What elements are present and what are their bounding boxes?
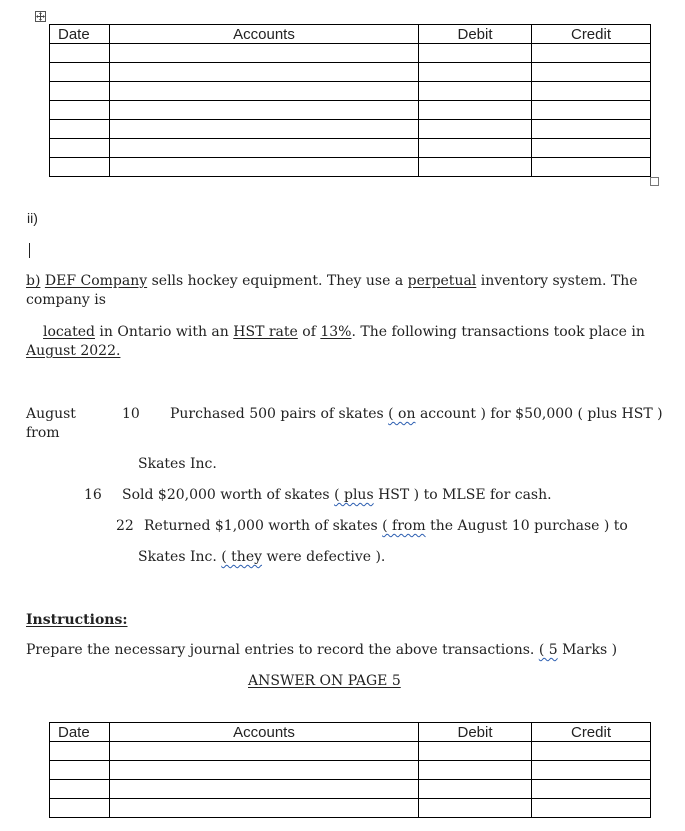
cell-credit[interactable] [532,63,651,82]
table-row [50,63,651,82]
cell-debit[interactable] [419,799,532,818]
question-text: sells hockey equipment. They use a [151,273,404,289]
t3-paren: ( from [382,518,426,534]
table-row [50,799,651,818]
t3-text-b: the August 10 purchase ) to [430,518,628,534]
cell-debit[interactable] [419,101,532,120]
header-debit: Debit [419,723,532,742]
table-row [50,742,651,761]
table-row [50,139,651,158]
cell-accounts[interactable] [110,82,419,101]
cell-date[interactable] [50,780,110,799]
located-word: located [43,324,95,340]
t1-month: August [26,406,76,422]
header-date: Date [50,25,110,44]
journal-table-top [49,24,651,177]
t1-day: 10 [122,406,140,422]
cell-accounts[interactable] [110,120,419,139]
hst-rate: HST rate [233,324,298,340]
instructions-paren: ( 5 [538,642,558,658]
cell-date[interactable] [50,63,110,82]
header-accounts: Accounts [110,25,419,44]
table-move-handle-icon[interactable] [35,11,46,22]
question-line-1 [26,273,638,289]
cell-accounts[interactable] [110,780,419,799]
t2-text [122,487,552,503]
instructions-heading: Instructions: [26,612,128,628]
t3-day: 22 [116,518,134,534]
cell-accounts[interactable] [110,139,419,158]
cell-credit[interactable] [532,101,651,120]
cell-debit[interactable] [419,82,532,101]
cell-accounts[interactable] [110,63,419,82]
perpetual-term: perpetual [407,273,477,289]
question-text: of [302,324,316,340]
instructions-text [26,642,617,658]
question-line-3 [43,324,645,340]
cell-credit[interactable] [532,82,651,101]
table-row [50,82,651,101]
table-row [50,101,651,120]
question-text: inventory system. The [480,273,638,289]
cell-credit[interactable] [532,799,651,818]
table-resize-handle-icon[interactable] [650,177,659,186]
cell-accounts[interactable] [110,101,419,120]
header-date: Date [50,723,110,742]
header-accounts: Accounts [110,723,419,742]
cell-date[interactable] [50,101,110,120]
cell-credit[interactable] [532,139,651,158]
t3-paren-2: ( they [221,549,263,565]
cell-date[interactable] [50,82,110,101]
t3-text-a: Returned $1,000 worth of skates [144,518,378,534]
t2-paren: ( plus [334,487,374,503]
cell-accounts[interactable] [110,799,419,818]
cell-date[interactable] [50,44,110,63]
table-header-row [50,723,651,742]
question-text: . The following transactions took place in [351,324,645,340]
t1-text [170,406,663,422]
rate-value: 13% [320,324,352,340]
cell-date[interactable] [50,120,110,139]
cell-debit[interactable] [419,63,532,82]
header-credit: Credit [532,723,651,742]
cell-accounts[interactable] [110,44,419,63]
instructions-text-b: Marks ) [562,642,618,658]
cell-date[interactable] [50,742,110,761]
cell-accounts[interactable] [110,742,419,761]
cell-debit[interactable] [419,742,532,761]
cell-credit[interactable] [532,742,651,761]
question-prefix: b) [26,273,41,289]
t2-text-a: Sold $20,000 worth of skates [122,487,330,503]
journal-table-bottom [49,722,651,818]
t1-text-b: account ) for $50,000 ( plus HST ) [419,406,663,422]
cell-debit[interactable] [419,139,532,158]
t1-text-a: Purchased 500 pairs of skates [170,406,384,422]
question-text: in Ontario with an [99,324,229,340]
table-row [50,761,651,780]
question-line-2: company is [26,292,106,308]
cell-date[interactable] [50,761,110,780]
company-name: DEF Company [44,273,148,289]
cell-date[interactable] [50,139,110,158]
t1-from: from [26,425,60,441]
header-credit: Credit [532,25,651,44]
item-label: ii) [27,210,38,226]
question-month: August 2022. [26,343,121,359]
cell-credit[interactable] [532,780,651,799]
table-header-row [50,25,651,44]
t2-day: 16 [84,487,102,503]
table-row [50,44,651,63]
cell-debit[interactable] [419,780,532,799]
t1-paren: ( on [388,406,416,422]
t3-cont-a: Skates Inc. [138,549,217,565]
cell-credit[interactable] [532,120,651,139]
table-row [50,120,651,139]
cell-debit[interactable] [419,120,532,139]
cell-credit[interactable] [532,44,651,63]
t3-continuation [138,549,385,565]
t2-text-b: HST ) to MLSE for cash. [378,487,552,503]
text-cursor [29,243,30,258]
cell-debit[interactable] [419,761,532,780]
t1-continuation: Skates Inc. [138,456,217,472]
cell-credit[interactable] [532,158,651,177]
t3-text [144,518,628,534]
t3-cont-b: were defective ). [266,549,386,565]
cell-accounts[interactable] [110,158,419,177]
answer-note: ANSWER ON PAGE 5 [248,673,401,689]
cell-credit[interactable] [532,761,651,780]
header-debit: Debit [419,25,532,44]
table-row [50,780,651,799]
cell-debit[interactable] [419,44,532,63]
cell-date[interactable] [50,799,110,818]
cell-debit[interactable] [419,158,532,177]
instructions-text-a: Prepare the necessary journal entries to record the above transactions. [26,642,535,658]
table-row [50,158,651,177]
cell-accounts[interactable] [110,761,419,780]
cell-date[interactable] [50,158,110,177]
